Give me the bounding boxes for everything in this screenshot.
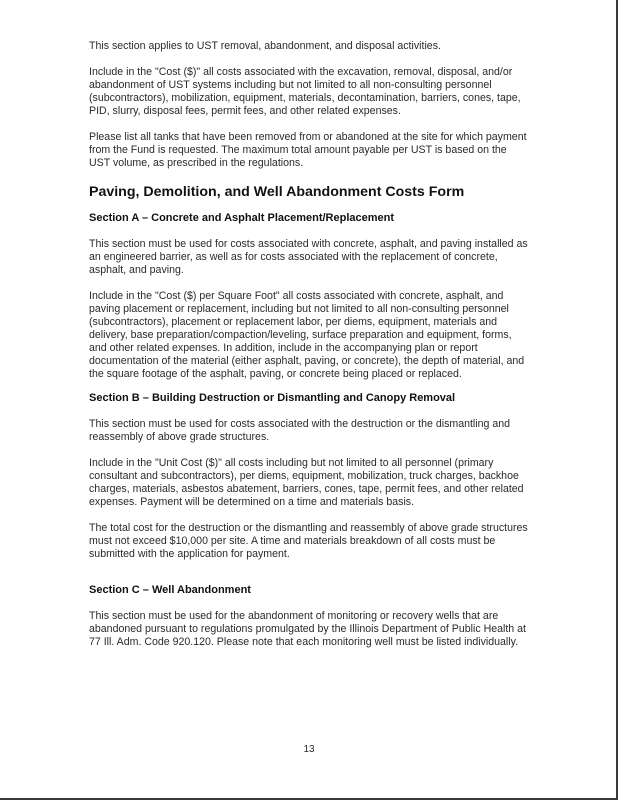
section-b-paragraph-cost: Include in the "Unit Cost ($)" all costs including but not limited to all personnel (primary consultant and subcontractors), per diems, equipment, mobilization, truck charges, backhoe charges, materials, asbestos abatement, barriers, cones, tape, permit fees, and other related expenses. Payment will be determined on a time and materials basis.: [89, 457, 524, 508]
intro-paragraph-tanks: Please list all tanks that have been removed from or abandoned at the site for which payment from the Fund is requested. The maximum total amount payable per UST is based on the UST volume, as prescribed in the regulations.: [89, 131, 527, 169]
section-a-paragraph-usage: This section must be used for costs associated with concrete, asphalt, and paving installed as an engineered barrier, as well as for costs associated with the replacement of concrete, asphalt, and paving.: [89, 238, 528, 276]
intro-paragraph-scope: This section applies to UST removal, abandonment, and disposal activities.: [89, 40, 441, 52]
section-b-paragraph-usage: This section must be used for costs associated with the destruction or the dismantling and reassembly of above grade structures.: [89, 418, 511, 443]
section-b-paragraph-limit: The total cost for the destruction or the dismantling and reassembly of above grade structures must not exceed $10,000 per site. A time and materials breakdown of all costs must be submitted with the application for payment.: [89, 522, 528, 560]
form-title: Paving, Demolition, and Well Abandonment Costs Form: [89, 184, 465, 200]
page-number: 13: [303, 744, 315, 755]
section-a-heading: Section A – Concrete and Asphalt Placement/Replacement: [89, 212, 395, 224]
section-a-paragraph-cost: Include in the "Cost ($) per Square Foot" all costs associated with concrete, asphalt, and paving placement or replacement, including but not limited to all non-consulting personnel (subcontractors), placement or replacement labor, per diems, equipment, materials and delivery, base preparation/compaction/leveling, surface preparation and equipment, forms, and other related expenses. In addition, include in the accompanying plan or report documentation of the material (either asphalt, paving, or concrete), the depth of material, and the square footage of the asphalt, paving, or concrete being placed or replaced.: [89, 290, 525, 380]
section-c-heading: Section C – Well Abandonment: [89, 584, 251, 596]
intro-paragraph-cost: Include in the "Cost ($)" all costs associated with the excavation, removal, disposal, and/or abandonment of UST systems including but not limited to all non-consulting personnel (subcontractors), mobilization, equipment, materials, decontamination, barriers, cones, tape, PID, slurry, disposal fees, permit fees, and other related expenses.: [89, 66, 521, 117]
section-b-heading: Section B – Building Destruction or Dismantling and Canopy Removal: [89, 392, 456, 404]
page-content: [89, 40, 529, 649]
section-c-paragraph-usage: This section must be used for the abandonment of monitoring or recovery wells that are abandoned pursuant to regulations promulgated by the Illinois Department of Public Health at 77 Ill. Adm. Code 920.120. Please note that each monitoring well must be listed individually.: [89, 610, 526, 648]
